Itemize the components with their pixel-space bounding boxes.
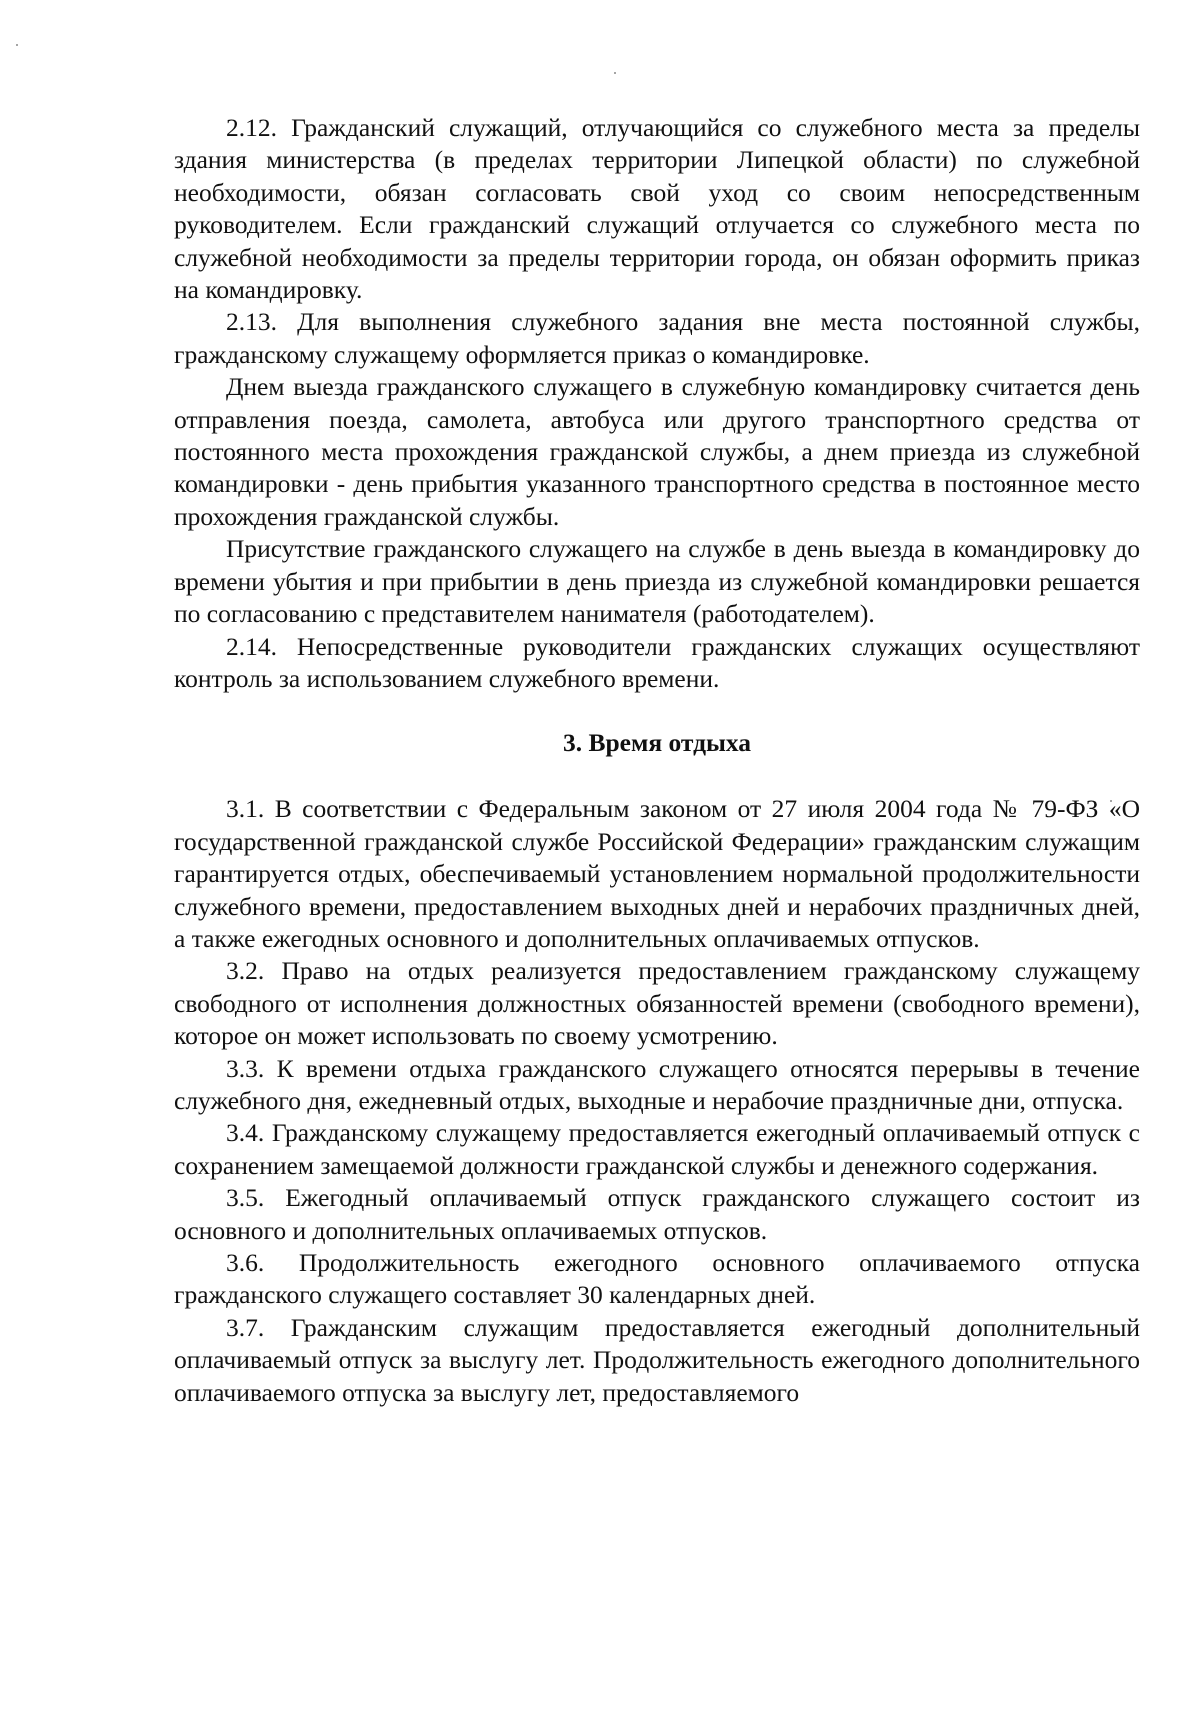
paragraph-3-3: 3.3. К времени отдыха гражданского служащего относятся перерывы в течение служебного дня, ежедневный отдых, выходные и нерабочие праздничные дни, отпуска.: [174, 1053, 1140, 1115]
section-3-title: 3. Время отдыха: [562, 728, 752, 758]
paragraph-3-4: 3.4. Гражданскому служащему предоставляется ежегодный оплачиваемый отпуск с сохранением замещаемой должности гражданской службы и денежного содержания.: [174, 1118, 1140, 1180]
document-body: [174, 112, 1140, 1409]
paragraph-2-13: 2.13. Для выполнения служебного задания вне места постоянной службы, гражданскому служащему оформляется приказ о командировке.: [174, 307, 1140, 369]
paragraph-2-12: 2.12. Гражданский служащий, отлучающийся со служебного места за пределы здания министерства (в пределах территории Липецкой области) по служебной необходимости, обязан согласовать свой уход со своим непосредственным руководителем. Если гражданский служащий отлучается со служебного места по служебной необходимости за пределы территории города, он обязан оформить приказ на командировку.: [174, 113, 1140, 305]
paragraph-departure-day: Днем выезда гражданского служащего в служебную командировку считается день отправления поезда, самолета, автобуса или другого транспортного средства от постоянного места прохождения гражданской службы, а днем приезда из служебной командировки - день прибытия указанного транспортного средства в постоянное место прохождения гражданской службы.: [174, 372, 1140, 531]
scan-speck: [614, 72, 616, 74]
paragraph-presence: Присутствие гражданского служащего на службе в день выезда в командировку до времени убытия и при прибытии в день приезда из служебной командировки решается по согласованию с представителем нанимателя (работодателем).: [174, 534, 1140, 629]
paragraph-3-1: 3.1. В соответствии с Федеральным законом от 27 июля 2004 года № 79-ФЗ «О государственной гражданской службе Российской Федерации» гражданским служащим гарантируется отдых, обеспечиваемый установлением нормальной продолжительности служебного времени, предоставлением выходных дней и нерабочих праздничных дней, а также ежегодных основного и дополнительных оплачиваемых отпусков.: [174, 794, 1140, 953]
paragraph-3-6: 3.6. Продолжительность ежегодного основного оплачиваемого отпуска гражданского служащего составляет 30 календарных дней.: [174, 1248, 1140, 1310]
paragraph-2-14: 2.14. Непосредственные руководители гражданских служащих осуществляют контроль за использованием служебного времени.: [174, 631, 1140, 693]
scan-speck: [16, 44, 18, 46]
paragraph-3-2: 3.2. Право на отдых реализуется предоставлением гражданскому служащему свободного от исполнения должностных обязанностей времени (свободного времени), которое он может использовать по своему усмотрению.: [174, 956, 1140, 1051]
paragraph-3-7: 3.7. Гражданским служащим предоставляется ежегодный дополнительный оплачиваемый отпуск за выслугу лет. Продолжительность ежегодного дополнительного оплачиваемого отпуска за выслугу лет, предоставляемого: [174, 1312, 1140, 1407]
paragraph-3-5: 3.5. Ежегодный оплачиваемый отпуск гражданского служащего состоит из основного и дополнительных оплачиваемых отпусков.: [174, 1183, 1140, 1245]
